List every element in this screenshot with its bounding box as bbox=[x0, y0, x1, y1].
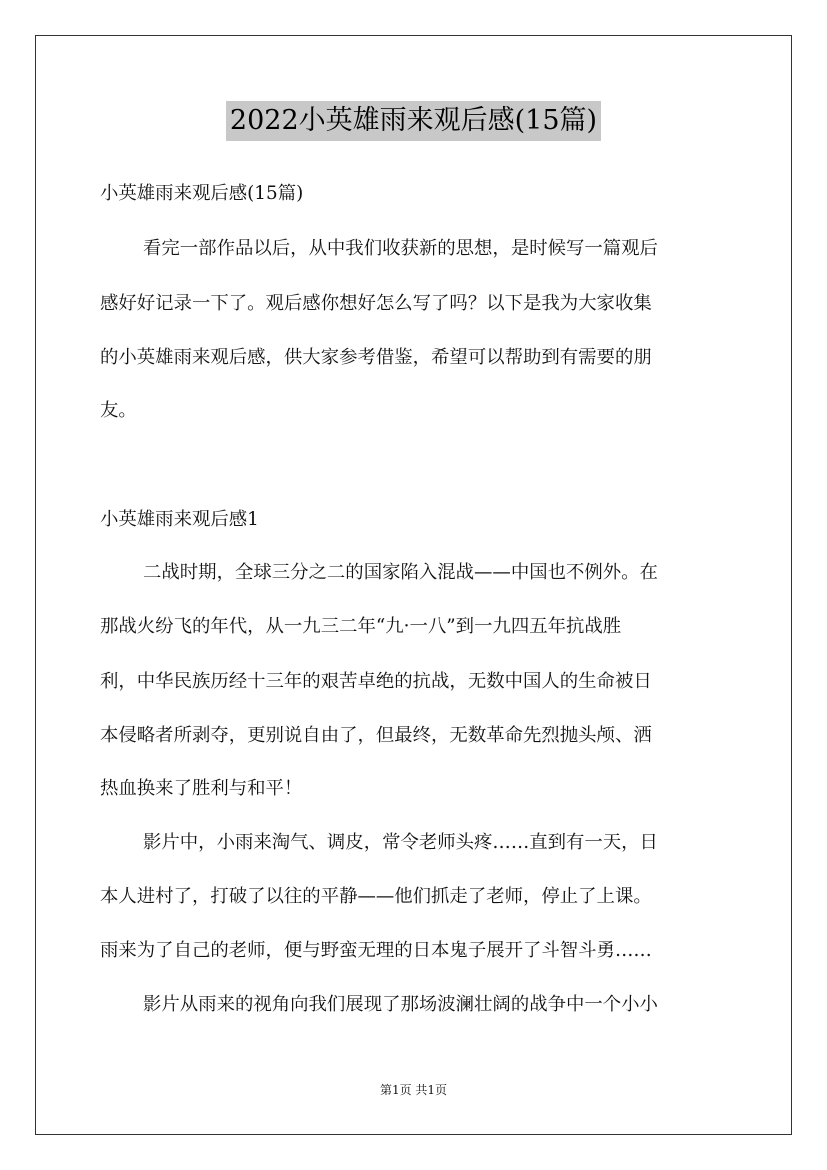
document-subtitle: 小英雄雨来观后感(15篇) bbox=[100, 183, 304, 204]
page-footer: 第1页 共1页 bbox=[379, 1083, 448, 1097]
paragraph-line: 影片中，小雨来淘气、调皮，常令老师头疼……直到有一天，日 bbox=[143, 832, 658, 853]
paragraph-line: 本侵略者所剥夺，更别说自由了，但最终，无数革命先烈抛头颅、洒 bbox=[100, 725, 652, 746]
paragraph-line: 热血换来了胜利与和平！ bbox=[100, 778, 303, 799]
paragraph-line: 二战时期，全球三分之二的国家陷入混战——中国也不例外。在 bbox=[143, 562, 658, 583]
document-title: 2022小英雄雨来观后感(15篇) bbox=[226, 101, 601, 141]
intro-line: 看完一部作品以后，从中我们收获新的思想，是时候写一篇观后 bbox=[143, 238, 658, 259]
paragraph-line: 本人进村了，打破了以往的平静——他们抓走了老师，停止了上课。 bbox=[100, 886, 652, 907]
title-container bbox=[0, 101, 827, 141]
intro-line: 的小英雄雨来观后感，供大家参考借鉴，希望可以帮助到有需要的朋 bbox=[100, 347, 652, 368]
paragraph-line: 影片从雨来的视角向我们展现了那场波澜壮阔的战争中一个小小 bbox=[143, 994, 658, 1015]
section-heading: 小英雄雨来观后感1 bbox=[100, 509, 259, 530]
intro-line: 感好好记录一下了。观后感你想好怎么写了吗？以下是我为大家收集 bbox=[100, 293, 652, 314]
paragraph-line: 利，中华民族历经十三年的艰苦卓绝的抗战，无数中国人的生命被日 bbox=[100, 671, 652, 692]
paragraph-line: 雨来为了自己的老师，便与野蛮无理的日本鬼子展开了斗智斗勇…… bbox=[100, 940, 652, 961]
intro-line: 友。 bbox=[100, 400, 137, 421]
paragraph-line: 那战火纷飞的年代，从一九三二年“九·一八”到一九四五年抗战胜 bbox=[100, 616, 622, 637]
